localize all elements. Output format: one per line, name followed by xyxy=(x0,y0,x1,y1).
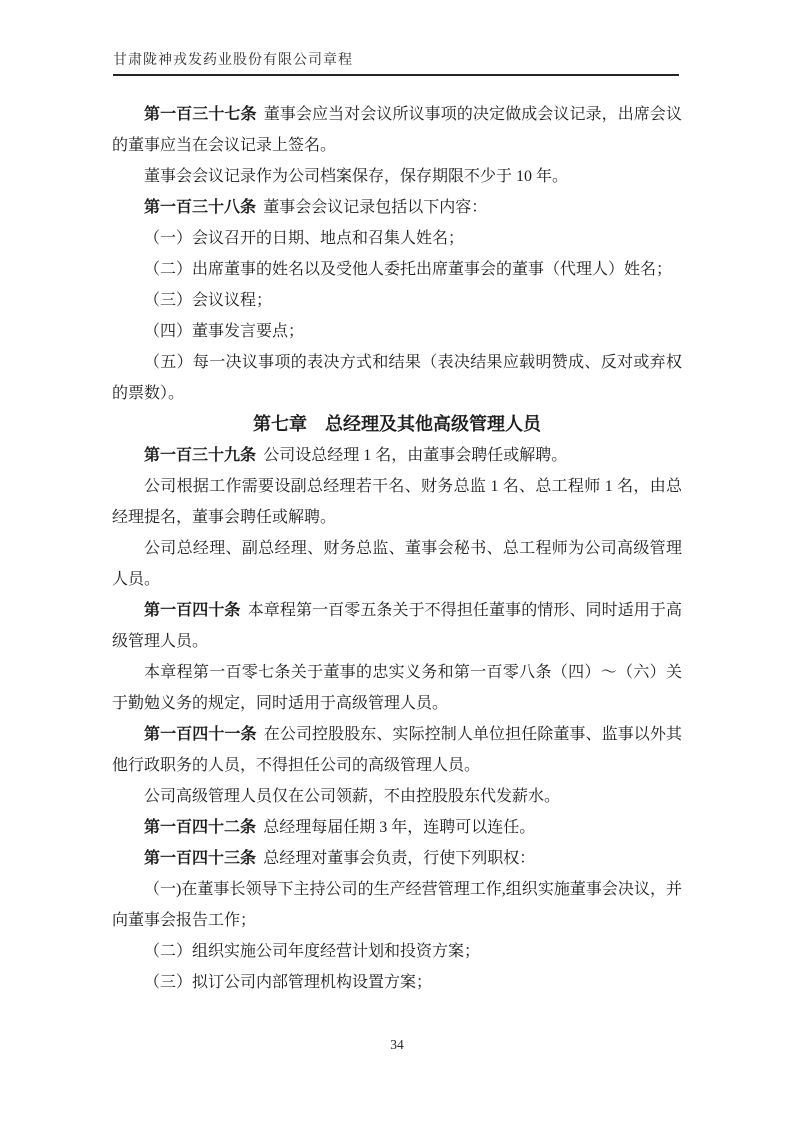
paragraph-text: 公司根据工作需要设副总经理若干名、财务总监 1 名、总工程师 1 名，由总经理提名，董事会聘任或解聘。 xyxy=(112,478,682,526)
paragraph-text: （四）董事发言要点； xyxy=(144,323,305,340)
body-paragraph xyxy=(112,533,682,595)
article-paragraph xyxy=(112,843,682,874)
list-item-paragraph xyxy=(112,223,682,254)
body-paragraph xyxy=(112,657,682,719)
header-title: 甘肃陇神戎发药业股份有限公司章程 xyxy=(113,53,353,68)
article-number: 第一百三十八条 xyxy=(144,199,257,216)
article-number: 第一百四十条 xyxy=(144,602,241,619)
article-number: 第一百三十九条 xyxy=(144,447,257,464)
list-item-paragraph xyxy=(112,874,682,936)
article-number: 第一百四十二条 xyxy=(144,819,257,836)
page-footer xyxy=(0,1037,794,1053)
paragraph-text: （一)在董事长领导下主持公司的生产经营管理工作,组织实施董事会决议，并向董事会报告工作； xyxy=(112,881,682,929)
article-number: 第一百三十七条 xyxy=(144,106,257,123)
list-item-paragraph xyxy=(112,254,682,285)
list-item-paragraph xyxy=(112,347,682,409)
paragraph-text: 公司设总经理 1 名，由董事会聘任或解聘。 xyxy=(263,447,568,464)
header-divider xyxy=(113,74,679,76)
page-header xyxy=(113,52,679,76)
body-paragraph xyxy=(112,781,682,812)
paragraph-text: 本章程第一百零五条关于不得担任董事的情形、同时适用于高级管理人员。 xyxy=(112,602,682,650)
paragraph-text: （二）组织实施公司年度经营计划和投资方案； xyxy=(144,943,481,960)
page-number: 34 xyxy=(390,1037,404,1052)
paragraph-text: 公司总经理、副总经理、财务总监、董事会秘书、总工程师为公司高级管理人员。 xyxy=(112,540,682,588)
list-item-paragraph xyxy=(112,285,682,316)
list-item-paragraph xyxy=(112,967,682,998)
list-item-paragraph xyxy=(112,316,682,347)
article-paragraph xyxy=(112,812,682,843)
paragraph-text: 总经理对董事会负责，行使下列职权： xyxy=(263,850,536,867)
paragraph-text: 董事会会议记录包括以下内容： xyxy=(263,199,488,216)
article-paragraph xyxy=(112,192,682,223)
article-paragraph xyxy=(112,595,682,657)
paragraph-text: 在公司控股股东、实际控制人单位担任除董事、监事以外其他行政职务的人员，不得担任公司的高级管理人员。 xyxy=(112,726,682,774)
article-number: 第一百四十一条 xyxy=(144,726,257,743)
article-paragraph xyxy=(112,99,682,161)
paragraph-text: 公司高级管理人员仅在公司领薪，不由控股股东代发薪水。 xyxy=(144,788,561,805)
document-body xyxy=(112,99,682,998)
paragraph-text: 董事会应当对会议所议事项的决定做成会议记录，出席会议的董事应当在会议记录上签名。 xyxy=(112,106,682,154)
paragraph-text: （一）会议召开的日期、地点和召集人姓名； xyxy=(144,230,465,247)
paragraph-text: 总经理每届任期 3 年，连聘可以连任。 xyxy=(263,819,536,836)
paragraph-text: （二）出席董事的姓名以及受他人委托出席董事会的董事（代理人）姓名； xyxy=(144,261,673,278)
chapter-heading: 第七章 总经理及其他高级管理人员 xyxy=(253,414,541,434)
article-paragraph xyxy=(112,719,682,781)
paragraph-text: （三）拟订公司内部管理机构设置方案； xyxy=(144,974,433,991)
paragraph-text: 董事会会议记录作为公司档案保存，保存期限不少于 10 年。 xyxy=(144,168,569,185)
paragraph-text: （三）会议议程； xyxy=(144,292,273,309)
body-paragraph xyxy=(112,471,682,533)
article-number: 第一百四十三条 xyxy=(144,850,257,867)
body-paragraph xyxy=(112,161,682,192)
article-paragraph xyxy=(112,440,682,471)
paragraph-text: 本章程第一百零七条关于董事的忠实义务和第一百零八条（四）～（六）关于勤勉义务的规定，同时适用于高级管理人员。 xyxy=(112,664,682,712)
paragraph-text: （五）每一决议事项的表决方式和结果（表决结果应载明赞成、反对或弃权的票数）。 xyxy=(112,354,682,402)
list-item-paragraph xyxy=(112,936,682,967)
